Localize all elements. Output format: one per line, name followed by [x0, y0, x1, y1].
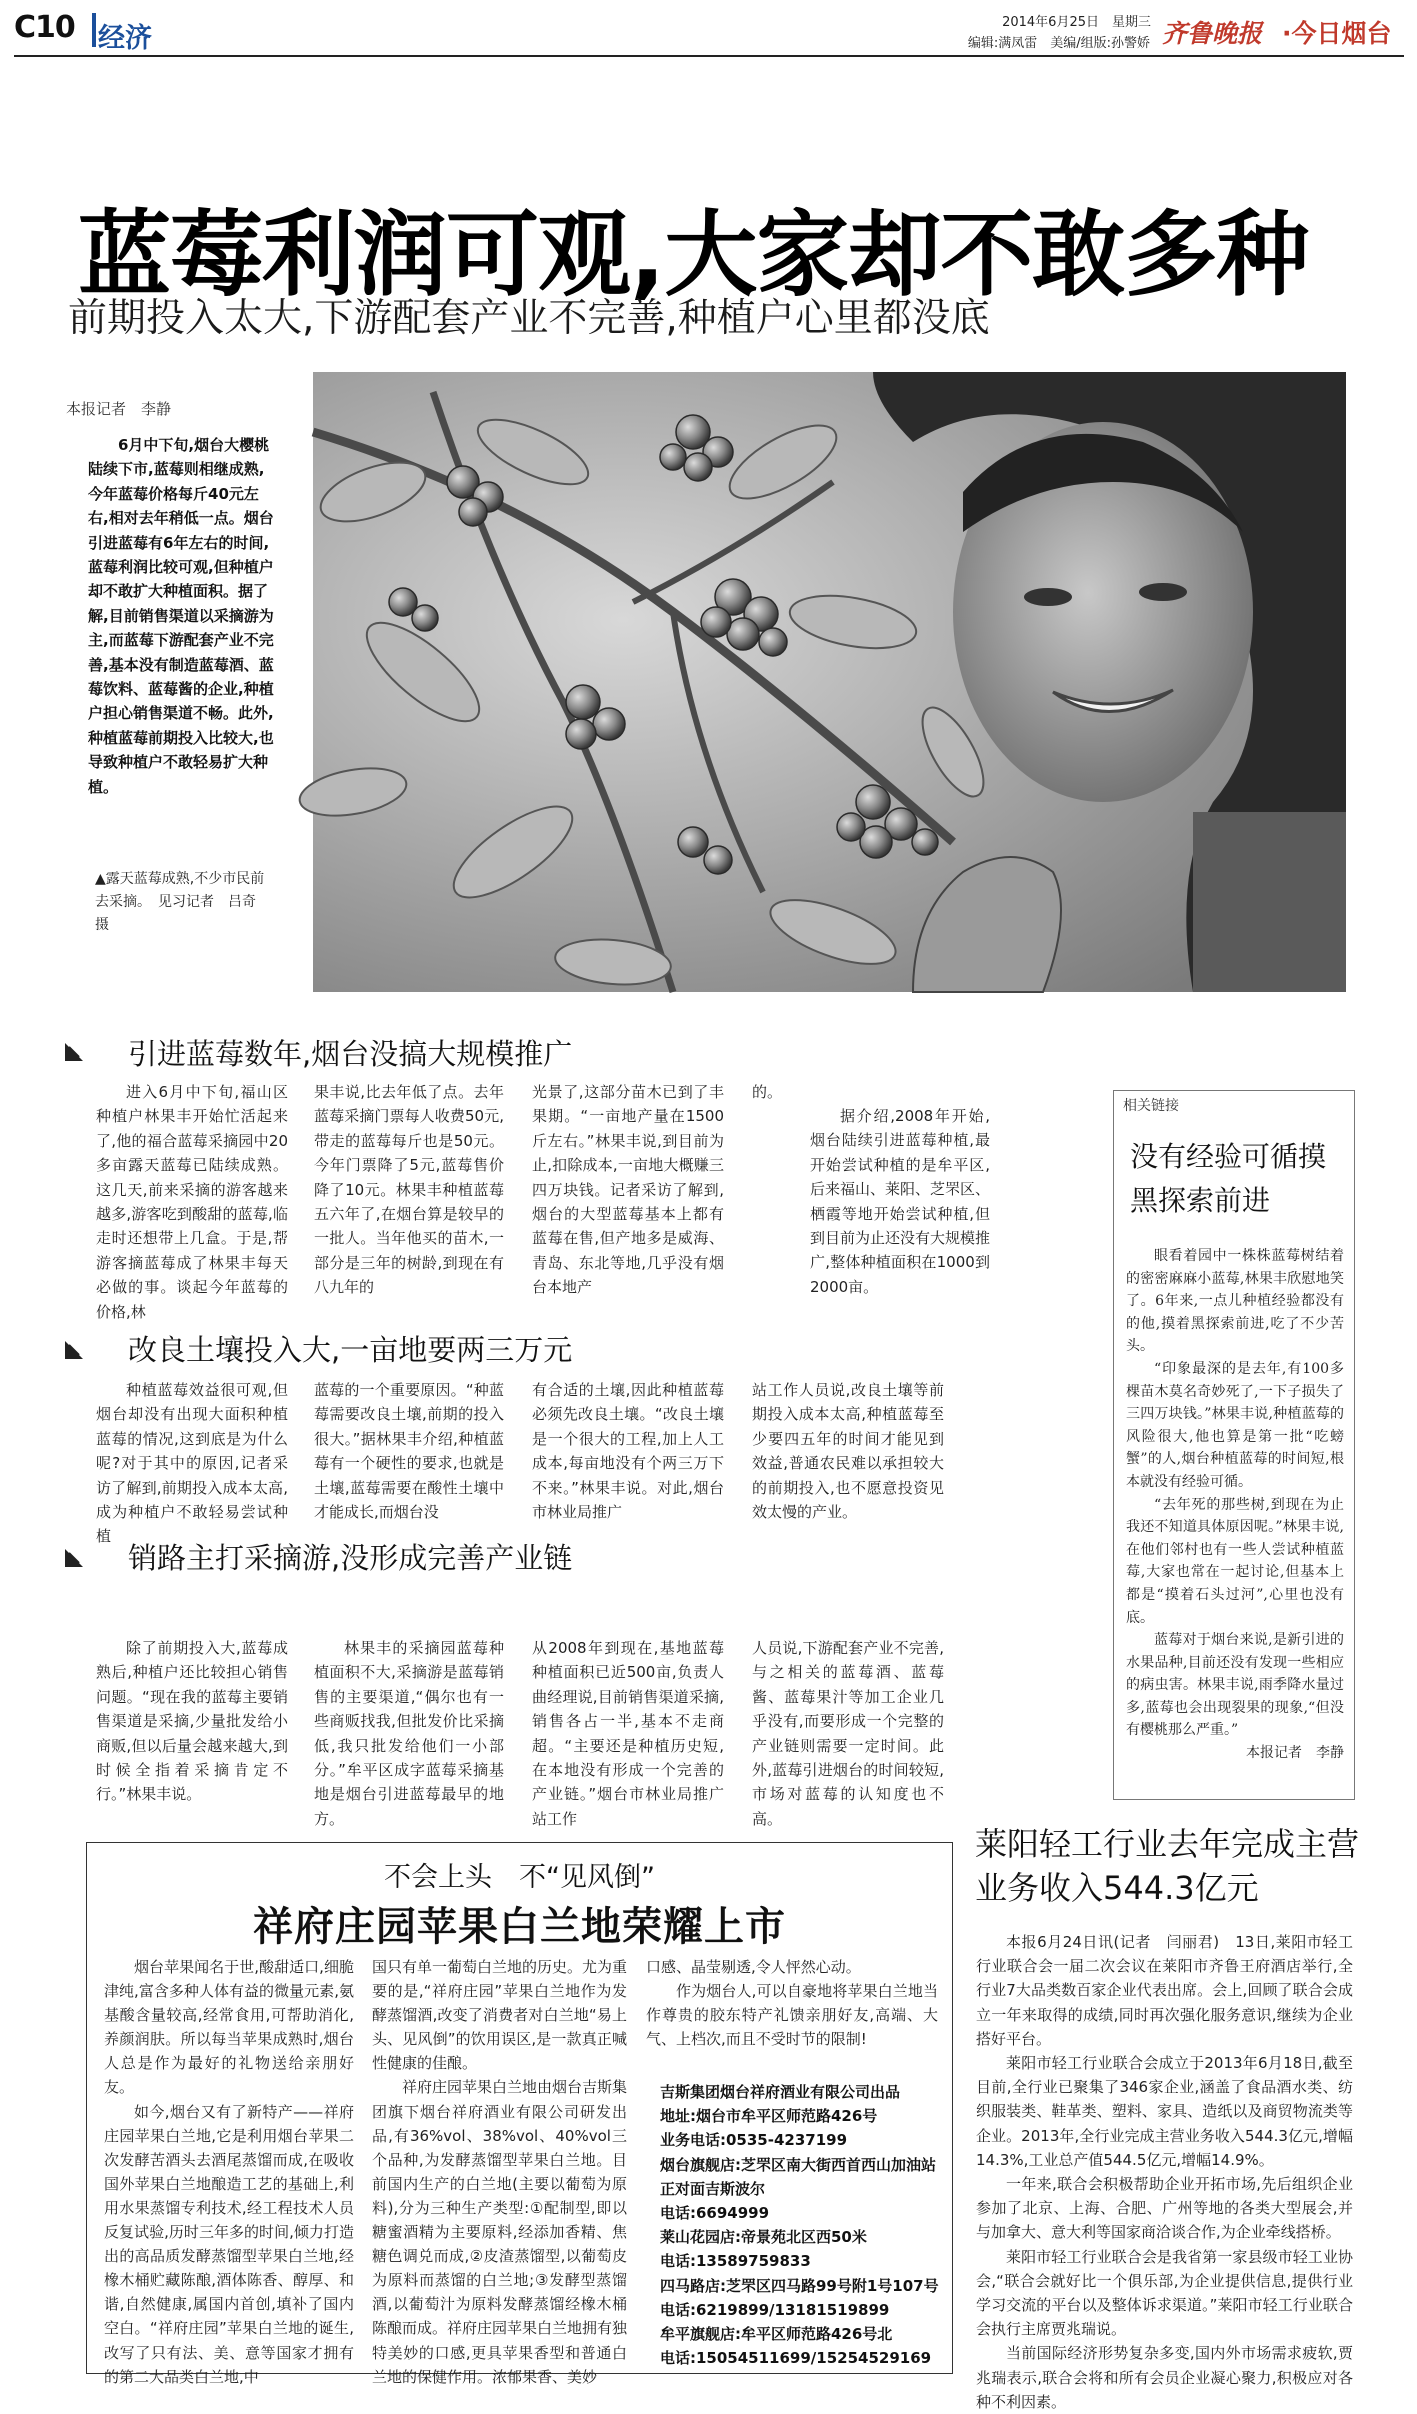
- section-1-col-1: 进入6月中下旬,福山区种植户林果丰开始忙活起来了,他的福合蓝莓采摘园中20多亩露天蓝莓已陆续成熟。这几天,前来采摘的游客越来越多,游客吃到酸甜的蓝莓,临走时还想带上几盒。于是,帮游客摘蓝莓成了林果丰每天必做的事。谈起今年蓝莓的价格,林: [96, 1083, 288, 1321]
- ad-col-1: 烟台苹果闻名于世,酸甜适口,细脆津纯,富含多种人体有益的微量元素,氨基酸含量较高,经常食用,可帮助消化,养颜润肤。所以每当苹果成熟时,烟台人总是作为最好的礼物送给亲朋好友。 如今,烟台又有了新特产——祥府庄园苹果白兰地,它是利用烟台苹果二次发酵苦酒头去酒尾蒸馏而成,在吸收国外苹果白兰地酿造工艺的基础上,利用水果蒸馏专利技术,经工程技术人员反复试验,历时三年多的时间,倾力打造出的高品质发酵蒸馏型苹果白兰地,经橡木桶贮藏陈酿,酒体陈香、醇厚、和谐,自然健康,属国内首创,填补了国内空白。“祥府庄园”苹果白兰地的诞生,改写了只有法、美、意等国家才拥有的第二大品类白兰地,中: [104, 1958, 354, 2386]
- section-divider: [92, 13, 96, 47]
- photo-caption: ▲露天蓝莓成熟,不少市民前去采摘。 见习记者 吕奇 摄: [95, 871, 270, 933]
- section-1-col-4: 据介绍,2008年开始,烟台陆续引进蓝莓种植,最开始尝试种植的是牟平区,后来福山、莱阳、芝罘区、栖霞等地开始尝试种植,但到目前为止还没有大规模推广,整体种植面积在1000到2000亩。: [810, 1107, 991, 1296]
- section-1-col-4a: 的。: [752, 1083, 783, 1101]
- section-3-col-4: 人员说,下游配套产业不完善,与之相关的蓝莓酒、蓝莓酱、蓝莓果汁等加工企业几乎没有,而要形成一个完整的产业链则需要一定时间。此外,蓝莓引进烟台的时间较短,市场对蓝莓的认知度也不高。: [752, 1639, 944, 1828]
- main-headline: 蓝莓利润可观,大家却不敢多种: [78, 201, 1309, 309]
- ad-col-3: 口感、晶莹剔透,令人怦然心动。 作为烟台人,可以自豪地将苹果白兰地当作尊贵的胶东特产礼馈亲朋好友,高端、大气、上档次,而且不受时节的限制!: [646, 1958, 938, 2049]
- section-name: 经济: [98, 23, 152, 54]
- section-1-col-2: 果丰说,比去年低了点。去年蓝莓采摘门票每人收费50元,带走的蓝莓每斤也是50元。今年门票降了5元,蓝莓售价降了10元。林果丰种植蓝莓五六年了,在烟台算是较早的一批人。当年他买的苗木,一部分是三年的树龄,到现在有八九年的: [314, 1083, 504, 1297]
- masthead-logo: 齐鲁晚报: [1162, 19, 1263, 48]
- laiyang-article-title: 莱阳轻工行业去年完成主营业务收入544.3亿元: [975, 1825, 1360, 1907]
- photo-illustration: [313, 372, 1346, 992]
- section-2-col-4: 站工作人员说,改良土壤等前期投入成本太高,种植蓝莓至少要四五年的时间才能见到效益,普通农民难以承担较大的前期投入,也不愿意投资见效太慢的产业。: [752, 1381, 944, 1522]
- section-2-col-3: 有合适的土壤,因此种植蓝莓必须先改良土壤。“改良土壤是一个很大的工程,加上人工成本,每亩地没有个两三万下不来。”林果丰说。对此,烟台市林业局推广: [532, 1381, 724, 1522]
- section-2-col-2: 蓝莓的一个重要原因。“种蓝莓需要改良土壤,前期的投入很大。”据林果丰介绍,种植蓝莓有一个硬性的要求,也就是土壤,蓝莓需要在酸性土壤中才能成长,而烟台没: [314, 1381, 504, 1522]
- section-heading-1: 引进蓝莓数年,烟台没搞大规模推广: [128, 1037, 573, 1071]
- page-number: C10: [14, 10, 75, 45]
- related-link-tag: 相关链接: [1123, 1098, 1179, 1114]
- section-heading-2: 改良土壤投入大,一亩地要两三万元: [128, 1333, 573, 1367]
- header-rule: [14, 55, 1404, 57]
- editor-credits: 编辑:满凤雷 美编/组版:孙警娇: [967, 36, 1150, 51]
- section-3-col-1: 除了前期投入大,蓝莓成熟后,种植户还比较担心销售问题。“现在我的蓝莓主要销售渠道是采摘,少量批发给小商贩,但以后量会越来越大,到时候全指着采摘肯定不行。”林果丰说。: [96, 1639, 288, 1804]
- related-link-body: 眼看着园中一株株蓝莓树结着的密密麻麻小蓝莓,林果丰欣慰地笑了。6年来,一点儿种植经验都没有的他,摸着黑探索前进,吃了不少苦头。 “印象最深的是去年,有100多棵苗木莫名奇妙死了,一下子损失了三四万块钱。”林果丰说,种植蓝莓的风险很大,他也算是第一批“吃螃蟹”的人,烟台种植蓝莓的时间短,根本就没有经验可循。 “去年死的那些树,到现在为止我还不知道具体原因呢。”林果丰说,在他们邻村也有一些人尝试种植蓝莓,大家也常在一起讨论,但基本上都是“摸着石头过河”,心里也没有底。 蓝莓对于烟台来说,是新引进的水果品种,目前还没有发现一些相应的病虫害。林果丰说,雨季降水量过多,蓝莓也会出现裂果的现象,“但没有樱桃那么严重。” 本报记者 李静: [1126, 1248, 1344, 1762]
- section-arrow-icon: [62, 1040, 86, 1064]
- main-subheadline: 前期投入太大,下游配套产业不完善,种植户心里都没底: [68, 296, 990, 341]
- related-link-title: 没有经验可循摸黑探索前进: [1130, 1140, 1327, 1217]
- section-arrow-icon: [62, 1338, 86, 1362]
- lead-paragraph: 6月中下旬,烟台大樱桃陆续下市,蓝莓则相继成熟,今年蓝莓价格每斤40元左右,相对去年稍低一点。烟台引进蓝莓有6年左右的时间,蓝莓利润比较可观,但种植户却不敢扩大种植面积。据了解,目前销售渠道以采摘游为主,而蓝莓下游配套产业不完善,基本没有制造蓝莓酒、蓝莓饮料、蓝莓酱的企业,种植户担心销售渠道不畅。此外,种植蓝莓前期投入比较大,也导致种植户不敢轻易扩大种植。: [88, 436, 274, 796]
- section-heading-3: 销路主打采摘游,没形成完善产业链: [128, 1541, 573, 1575]
- ad-title: 祥府庄园苹果白兰地荣耀上市: [253, 1904, 786, 1950]
- ad-kicker: 不会上头 不“见风倒”: [384, 1862, 655, 1893]
- byline: 本报记者 李静: [66, 400, 172, 418]
- section-1-col-3: 光景了,这部分苗木已到了丰果期。“一亩地产量在1500斤左右。”林果丰说,到目前为止,扣除成本,一亩地大概赚三四万块钱。记者采访了解到,烟台的大型蓝莓基本上都有蓝莓在售,但产地多是威海、青岛、东北等地,几乎没有烟台本地产: [532, 1083, 724, 1297]
- blueberry-farmer-photo: [313, 372, 1346, 992]
- section-3-col-2: 林果丰的采摘园蓝莓种植面积不大,采摘游是蓝莓销售的主要渠道,“偶尔也有一些商贩找我,但批发价比采摘低,我只批发给他们一小部分。”牟平区成字蓝莓采摘基地是烟台引进蓝莓最早的地方。: [314, 1639, 504, 1828]
- issue-date: 2014年6月25日 星期三: [1002, 15, 1151, 30]
- section-3-col-3: 从2008年到现在,基地蓝莓种植面积已近500亩,负责人曲经理说,目前销售渠道采摘,销售各占一半,基本不走商超。“主要还是种植历史短,在本地没有形成一个完善的产业链。”烟台市林业局推广站工作: [532, 1639, 724, 1828]
- laiyang-article-body: 本报6月24日讯(记者 闫丽君) 13日,莱阳市轻工行业联合会一届二次会议在莱阳市齐鲁王府酒店举行,全行业7大品类数百家企业代表出席。会上,回顾了联合会成立一年来取得的成绩,同时再次强化服务意识,继续为企业搭好平台。 莱阳市轻工行业联合会成立于2013年6月18日,截至目前,全行业已聚集了346家企业,涵盖了食品酒水类、纺织服装类、鞋革类、塑料、家具、造纸以及商贸物流类等企业。2013年,全行业完成主营业务收入544.3亿元,增幅14.3%,工业总产值544.5亿元,增幅14.9%。 一年来,联合会积极帮助企业开拓市场,先后组织企业参加了北京、上海、合肥、广州等地的各类大型展会,并与加拿大、意大利等国家商洽谈合作,为企业牵线搭桥。 莱阳市轻工行业联合会是我省第一家县级市轻工业协会,“联合会就好比一个俱乐部,为企业提供信息,提供行业学习交流的平台以及整体诉求渠道。”莱阳市轻工行业联合会执行主席贾兆瑞说。 当前国际经济形势复杂多变,国内外市场需求疲软,贾兆瑞表示,联合会将和所有会员企业凝心聚力,积极应对各种不利因素。: [976, 1933, 1353, 2411]
- section-arrow-icon: [62, 1546, 86, 1570]
- masthead-edition: ·今日烟台: [1282, 19, 1392, 48]
- section-2-col-1: 种植蓝莓效益很可观,但烟台却没有出现大面积种植蓝莓的情况,这到底是为什么呢?对于其中的原因,记者采访了解到,前期投入成本太高,成为种植户不敢轻易尝试种植: [96, 1381, 288, 1546]
- ad-col-2: 国只有单一葡萄白兰地的历史。尤为重要的是,“祥府庄园”苹果白兰地作为发酵蒸馏酒,改变了消费者对白兰地“易上头、见风倒”的饮用误区,是一款真正喊性健康的佳酿。 祥府庄园苹果白兰地由烟台吉斯集团旗下烟台祥府酒业有限公司研发出品,有36%vol、38%vol、40%vol三个品种,为发酵蒸馏型苹果白兰地。目前国内生产的白兰地(主要以葡萄为原料),分为三种生产类型:①配制型,即以糖蜜酒精为主要原料,经添加香精、焦糖色调兑而成,②皮渣蒸馏型,以葡萄皮为原料而蒸馏的白兰地;③发酵型蒸馏酒,以葡萄汁为原料发酵蒸馏经橡木桶陈酿而成。祥府庄园苹果白兰地拥有独特美妙的口感,更具苹果香型和普通白兰地的保健作用。浓郁果香、美妙: [372, 1958, 628, 2386]
- ad-contact-info: 吉斯集团烟台祥府酒业有限公司出品 地址:烟台市牟平区师范路426号 业务电话:0535-4237199 烟台旗舰店:芝罘区南大街西首西山加油站正对面吉斯波尔 电话:6694999 莱山花园店:帝景苑北区西50米 电话:13589759833 四马路店:芝罘区四马路99号附1号107号 电话:6219899/13181519899 牟平旗舰店:牟平区师范路426号北 电话:15054511699/15254529169: [660, 2083, 939, 2368]
